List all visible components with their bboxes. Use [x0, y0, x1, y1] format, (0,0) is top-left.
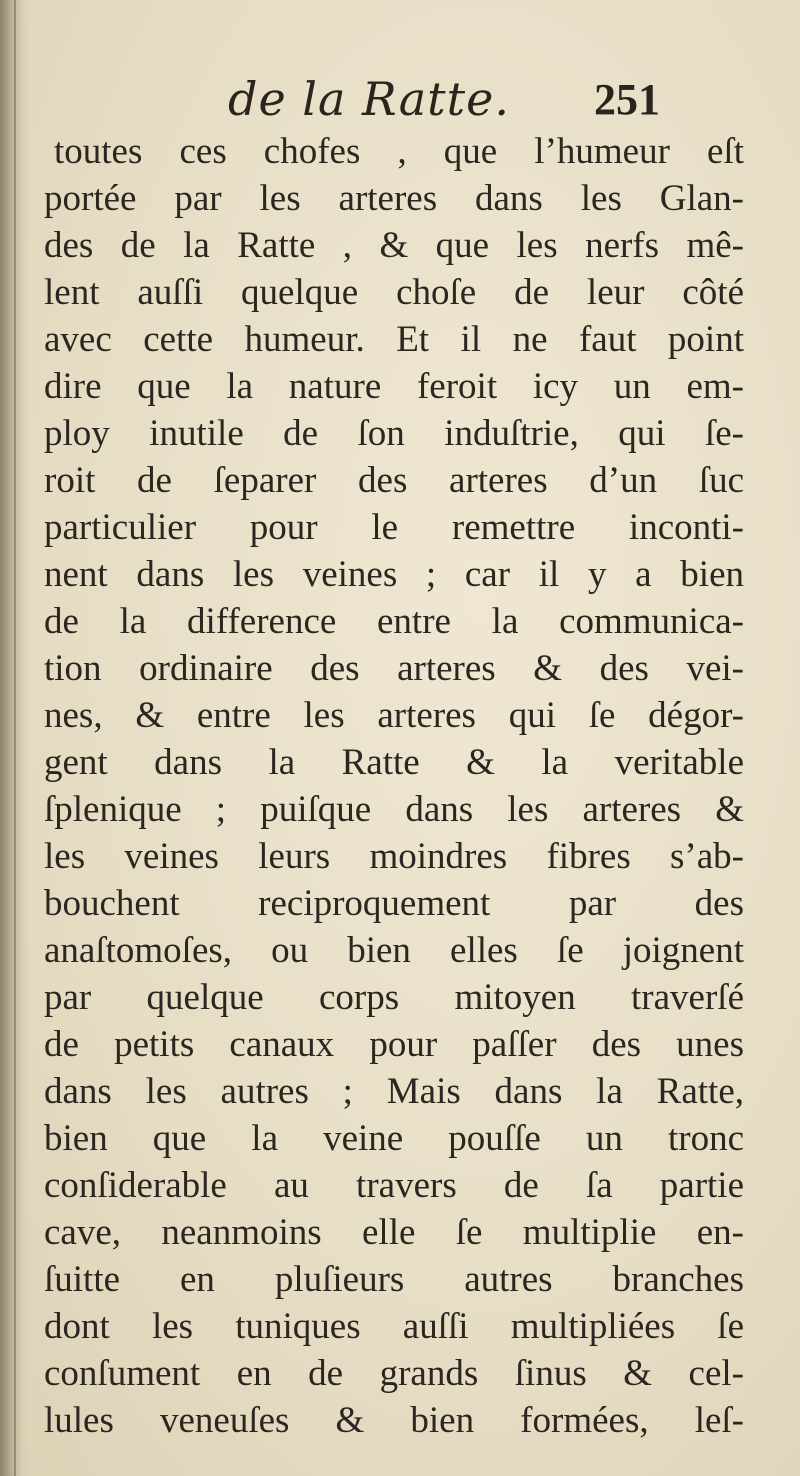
- text-line: nes, & entre les arteres qui ſe dégor-: [44, 695, 744, 736]
- body-text: [44, 128, 744, 1444]
- text-line: les veines leurs moindres fibres s’ab-: [44, 836, 744, 877]
- text-line: ſuitte en pluſieurs autres branches: [44, 1259, 744, 1300]
- text-line: particulier pour le remettre inconti-: [44, 507, 744, 548]
- text-line: gent dans la Ratte & la veritable: [44, 742, 744, 783]
- text-line: tion ordinaire des arteres & des vei-: [44, 648, 744, 689]
- text-line: cave, neanmoins elle ſe multiplie en-: [44, 1212, 744, 1253]
- text-line: dans les autres ; Mais dans la Ratte,: [44, 1071, 744, 1112]
- text-line: roit de ſeparer des arteres d’un ſuc: [44, 460, 744, 501]
- text-line: conſiderable au travers de ſa partie: [44, 1165, 744, 1206]
- text-line: par quelque corps mitoyen traverſé: [44, 977, 744, 1018]
- text-line: toutes ces chofes , que l’humeur eſt: [54, 131, 744, 172]
- text-line: ploy inutile de ſon induſtrie, qui ſe-: [44, 413, 744, 454]
- page-number: 251: [594, 75, 660, 124]
- text-line: ſplenique ; puiſque dans les arteres &: [44, 789, 744, 830]
- text-line: dont les tuniques auſſi multipliées ſe: [44, 1306, 744, 1347]
- running-head-title: de la Ratte.: [228, 72, 510, 126]
- text-line: de la difference entre la communica-: [44, 601, 744, 642]
- text-line: de petits canaux pour paſſer des unes: [44, 1024, 744, 1065]
- text-line: dire que la nature feroit icy un em-: [44, 366, 744, 407]
- text-line: anaſtomoſes, ou bien elles ſe joignent: [44, 930, 744, 971]
- gutter-line: [14, 0, 16, 1476]
- text-line: portée par les arteres dans les Glan-: [44, 178, 744, 219]
- text-line: des de la Ratte , & que les nerfs mê-: [44, 225, 744, 266]
- text-line: bien que la veine pouſſe un tronc: [44, 1118, 744, 1159]
- text-line: lules veneuſes & bien formées, leſ-: [44, 1400, 744, 1441]
- text-line: bouchent reciproquement par des: [44, 883, 744, 924]
- text-line: conſument en de grands ſinus & cel-: [44, 1353, 744, 1394]
- text-line: nent dans les veines ; car il y a bien: [44, 554, 744, 595]
- text-line: lent auſſi quelque choſe de leur côté: [44, 272, 744, 313]
- text-line: avec cette humeur. Et il ne faut point: [44, 319, 744, 360]
